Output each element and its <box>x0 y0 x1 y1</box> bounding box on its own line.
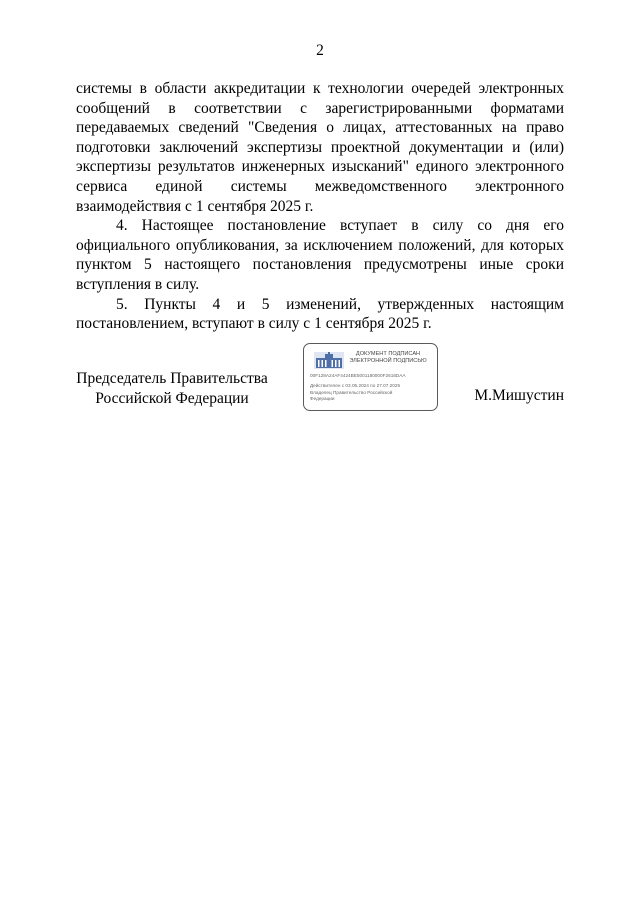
signatory-position-line2: Российской Федерации <box>95 389 249 407</box>
page-number: 2 <box>316 42 324 59</box>
stamp-title-line2: ЭЛЕКТРОННОЙ ПОДПИСЬЮ <box>349 358 427 365</box>
stamp-owner-line1: Владелец Правительство Российской <box>310 390 393 395</box>
stamp-owner-line2: Федерации <box>310 396 335 401</box>
stamp-validity: Действителен с 03.05.2024 по 27.07.2025 <box>310 383 401 388</box>
signatory-name: М.Мишустин <box>474 387 564 404</box>
government-building-icon <box>314 352 344 369</box>
paragraph-continuation: системы в области аккредитации к технологии очередей электронных сообщений в соответствии с зарегистрированными форматами передаваемых сведений "Сведения о лицах, аттестованных на право подготовки заключений экспертизы проектной документации и (или) экспертизы результатов инженерных изысканий" единого электронного сервиса единой системы межведомственного электронного взаимодействия с 1 сентября 2025 г. <box>76 80 564 215</box>
stamp-certificate-number: 00F128A24AF4424BE5001180000F2616DAA <box>310 373 406 378</box>
stamp-title-line1: ДОКУМЕНТ ПОДПИСАН <box>355 351 421 357</box>
signatory-position-line1: Председатель Правительства <box>76 370 268 387</box>
paragraph-item-5: 5. Пункты 4 и 5 изменений, утвержденных настоящим постановлением, вступают в силу с 1 сентября 2025 г. <box>76 295 564 333</box>
signatory-position <box>72 369 272 408</box>
paragraph-item-4: 4. Настоящее постановление вступает в силу со дня его официального опубликования, за исключением положений, для которых пунктом 5 настоящего постановления предусмотрены иные сроки вступления в силу. <box>76 217 564 293</box>
document-body <box>76 79 564 334</box>
stamp-title <box>342 351 434 365</box>
electronic-signature-stamp <box>303 343 438 411</box>
